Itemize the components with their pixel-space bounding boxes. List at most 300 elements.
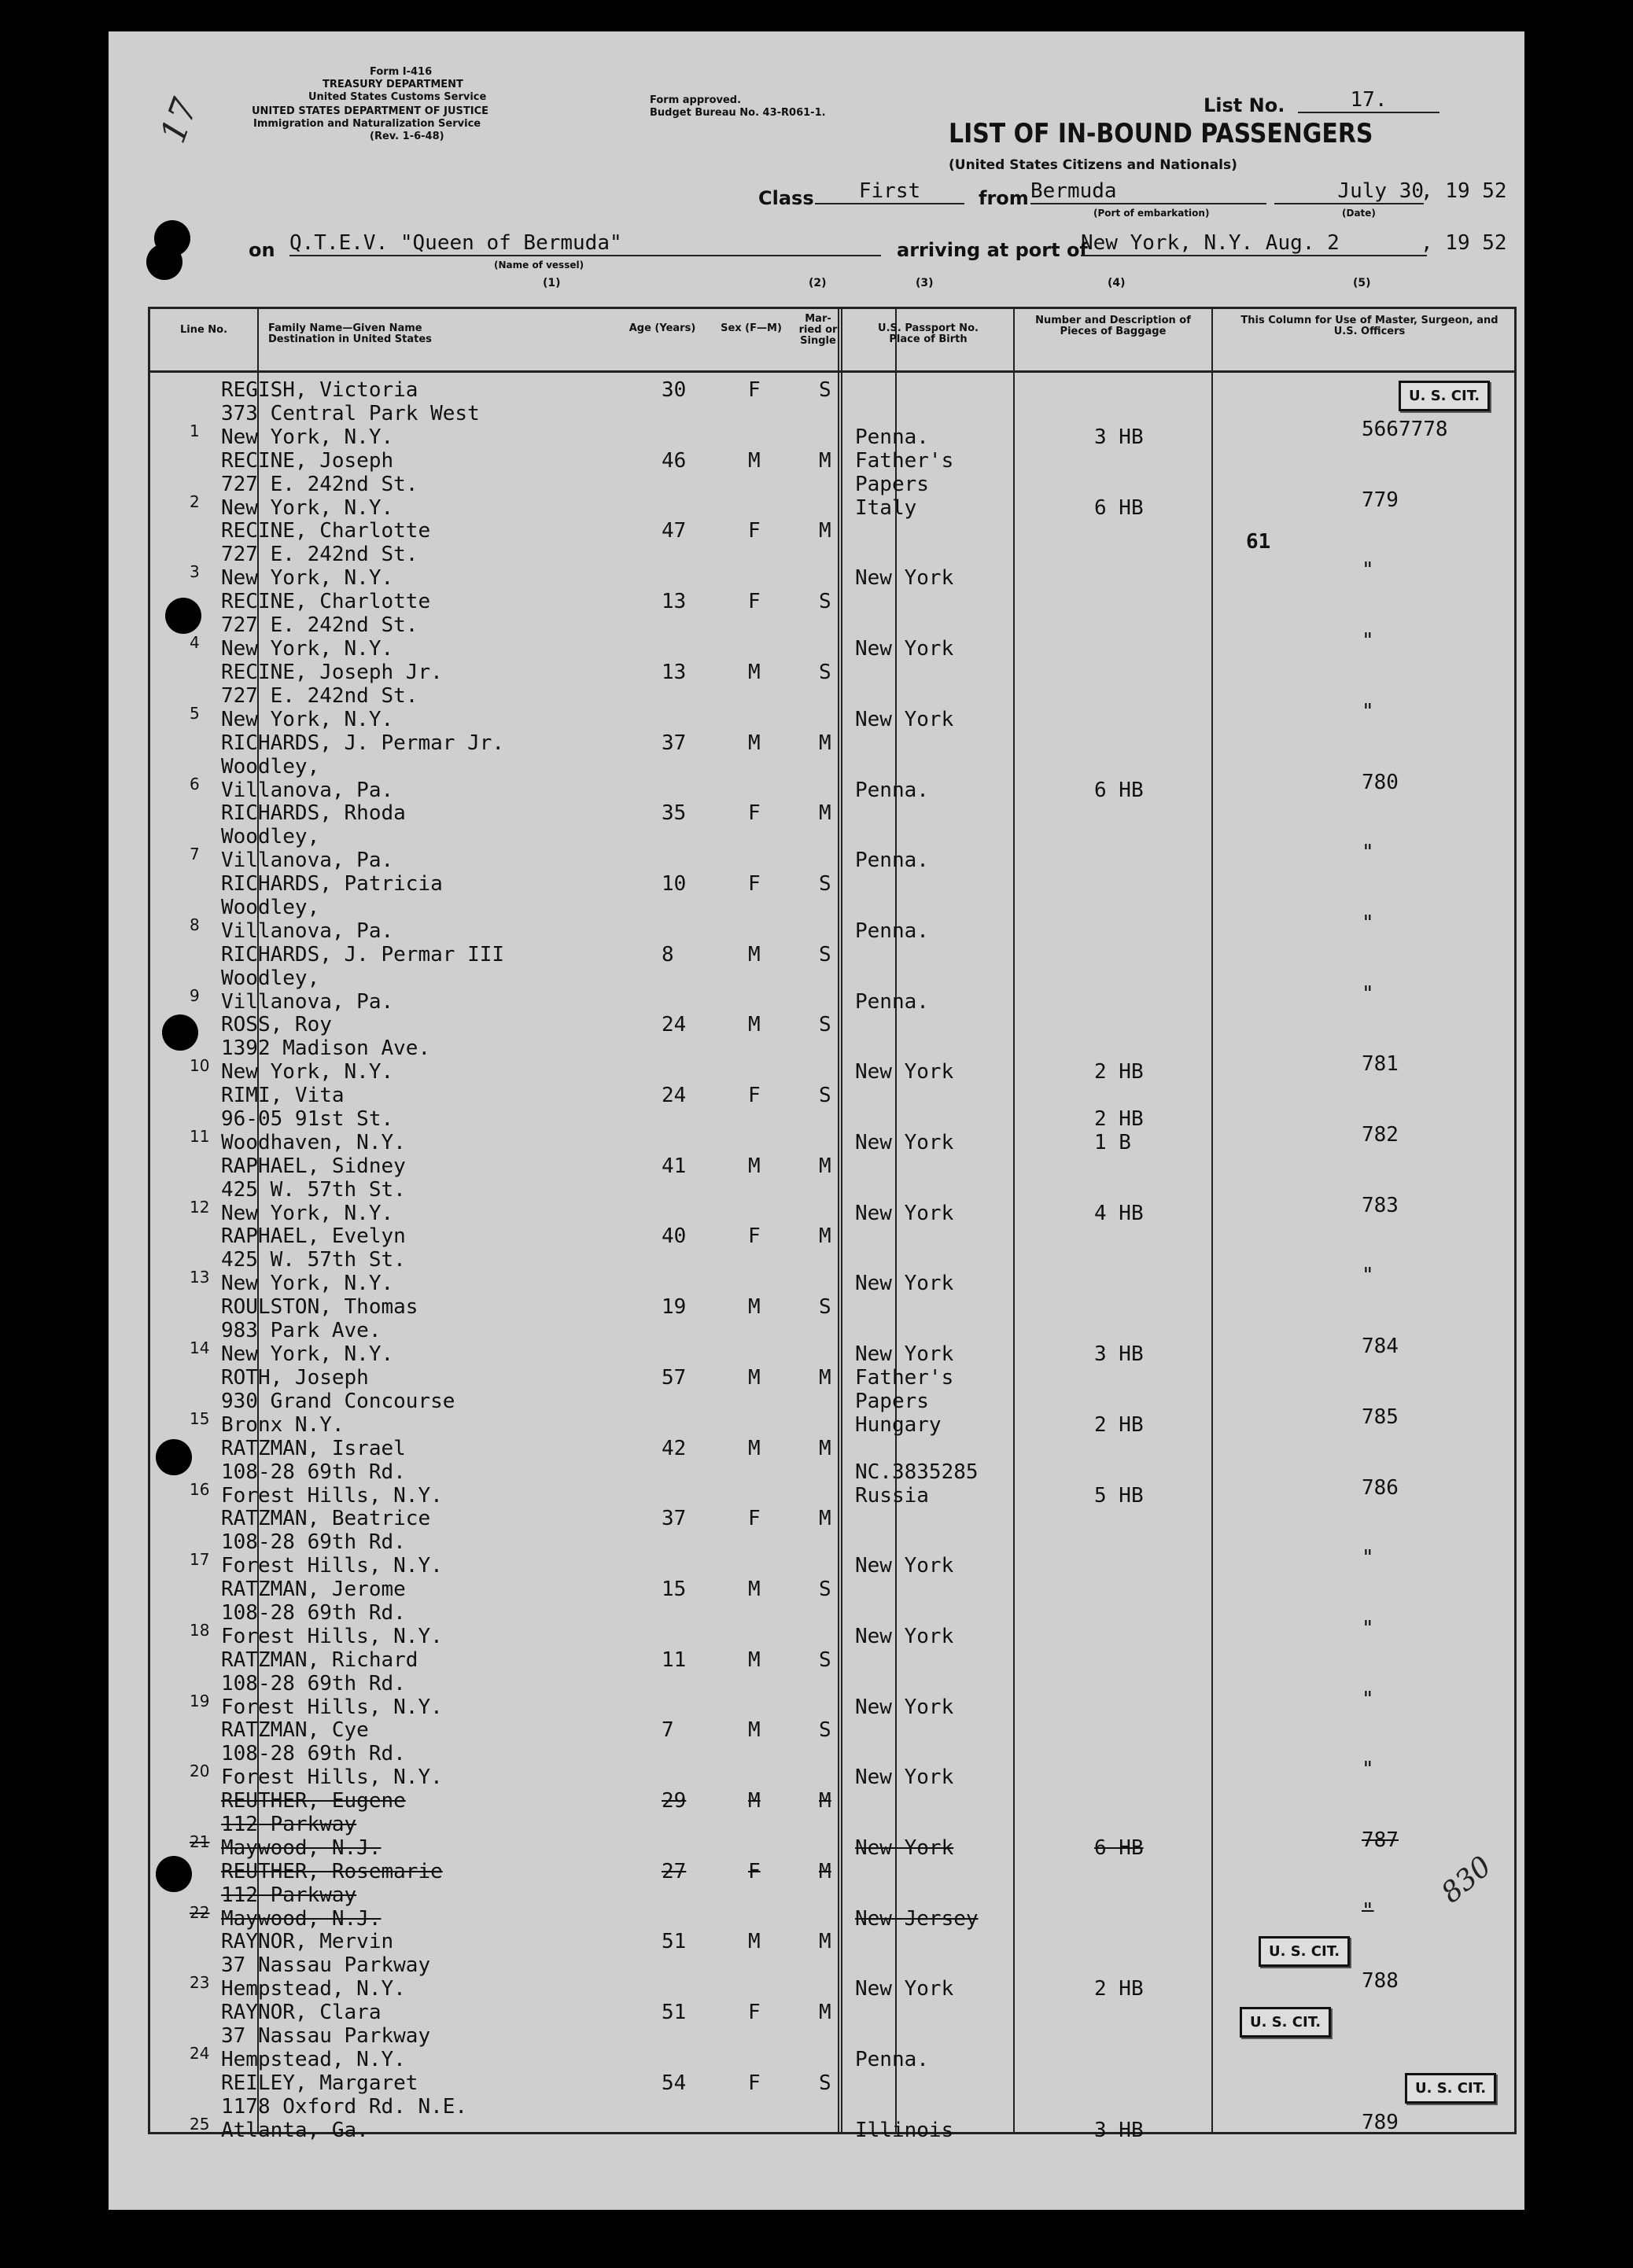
place-of-birth: Penna. xyxy=(855,989,929,1014)
passenger-address-2: Forest Hills, N.Y. xyxy=(221,1483,443,1508)
passenger-address-1: 108-28 69th Rd. xyxy=(221,1530,406,1555)
passenger-age: 7 xyxy=(662,1718,674,1743)
officer-number: 783 xyxy=(1362,1193,1399,1217)
passenger-name: ROTH, Joseph xyxy=(221,1365,369,1390)
passenger-address-1: 108-28 69th Rd. xyxy=(221,1671,406,1695)
place-of-birth: New York xyxy=(855,1836,954,1860)
row-line-no: 14 xyxy=(190,1338,210,1358)
passenger-name: RAPHAEL, Evelyn xyxy=(221,1224,406,1249)
passenger-address-2: Maywood, N.J. xyxy=(221,1906,382,1931)
passenger-sex: M xyxy=(748,1648,761,1672)
passenger-address-1: 373 Central Park West xyxy=(221,402,480,425)
passenger-sex: M xyxy=(748,1365,761,1390)
passenger-marital-status: S xyxy=(819,2071,831,2095)
passenger-address-1: 425 W. 57th St. xyxy=(221,1248,406,1272)
table-row xyxy=(150,2067,1514,2142)
passenger-name: REUTHER, Rosemarie xyxy=(221,1859,443,1883)
row-line-no: 11 xyxy=(190,1127,210,1146)
officer-number: 782 xyxy=(1362,1123,1399,1147)
treasury-dept: TREASURY DEPARTMENT xyxy=(323,79,463,90)
place-of-birth: Penna. xyxy=(855,778,929,802)
place-of-birth: Penna. xyxy=(855,849,929,873)
passenger-age: 51 xyxy=(662,2001,687,2025)
col-header-name: Family Name—Given Name Destination in United States xyxy=(268,322,432,345)
passenger-age: 27 xyxy=(662,1859,687,1883)
on-label: on xyxy=(249,239,275,261)
passenger-name: RICHARDS, Patricia xyxy=(221,871,443,896)
passenger-name: RAYNOR, Mervin xyxy=(221,1930,394,1954)
passenger-marital-status: M xyxy=(819,1365,831,1390)
passenger-marital-status: S xyxy=(819,1013,831,1037)
table-header xyxy=(150,309,1514,373)
officer-number: " xyxy=(1362,629,1374,654)
arrival-year: , 19 52 xyxy=(1421,231,1507,255)
officer-number: " xyxy=(1362,841,1374,865)
passenger-address-2: New York, N.Y. xyxy=(221,707,394,731)
passenger-address-1: Woodley, xyxy=(221,895,320,919)
row-line-no: 19 xyxy=(190,1691,210,1710)
passenger-address-1: 108-28 69th Rd. xyxy=(221,1742,406,1766)
passenger-address-1: 727 E. 242nd St. xyxy=(221,613,418,638)
passenger-address-2: Hempstead, N.Y. xyxy=(221,2048,406,2072)
row-line-no: 5 xyxy=(190,703,200,723)
place-of-birth: New York xyxy=(855,637,954,661)
officer-number: 5667778 xyxy=(1362,418,1448,441)
row-line-no: 18 xyxy=(190,1620,210,1640)
passenger-sex: M xyxy=(748,1577,761,1601)
passenger-name: REGISH, Victoria xyxy=(221,378,418,402)
table-row xyxy=(150,1220,1514,1296)
passenger-table xyxy=(148,307,1517,2142)
passenger-age: 54 xyxy=(662,2071,687,2095)
passenger-address-1: 108-28 69th Rd. xyxy=(221,1600,406,1625)
passenger-name: REUTHER, Eugene xyxy=(221,1789,406,1813)
baggage-line-2: 2 HB xyxy=(1094,1060,1144,1084)
passenger-address-2: New York, N.Y. xyxy=(221,1342,394,1367)
arriving-label: arriving at port of xyxy=(897,239,1088,261)
baggage-line-2: 3 HB xyxy=(1094,2118,1144,2142)
officer-number: " xyxy=(1362,1898,1374,1923)
place-of-birth: New York xyxy=(855,1977,954,2001)
place-of-birth: New York xyxy=(855,1554,954,1578)
place-of-birth: New York xyxy=(855,1624,954,1648)
row-line-no: 1 xyxy=(190,422,200,440)
passenger-marital-status: M xyxy=(819,519,831,543)
table-row xyxy=(150,656,1514,731)
officer-number: " xyxy=(1362,1687,1374,1711)
passenger-marital-status: S xyxy=(819,590,831,614)
row-line-no: 17 xyxy=(190,1550,210,1570)
row-line-no: 2 xyxy=(190,492,200,511)
dept-justice: UNITED STATES DEPARTMENT OF JUSTICE xyxy=(252,105,489,117)
passenger-address-2: Villanova, Pa. xyxy=(221,919,394,943)
table-row xyxy=(150,1290,1514,1367)
passenger-sex: F xyxy=(748,1507,761,1531)
table-row xyxy=(150,1644,1514,1719)
passenger-marital-status: S xyxy=(819,1084,831,1107)
passenger-marital-status: M xyxy=(819,1507,831,1531)
row-line-no: 16 xyxy=(190,1479,210,1499)
vessel-caption: (Name of vessel) xyxy=(494,260,584,271)
place-of-birth: Penna. xyxy=(855,2048,929,2072)
col-header-baggage: Number and Description of Pieces of Baggage xyxy=(1035,315,1191,337)
binder-hole xyxy=(146,244,182,280)
passenger-address-2: Maywood, N.J. xyxy=(221,1836,382,1860)
from-value: Bermuda xyxy=(1030,179,1266,204)
officer-number: 785 xyxy=(1362,1405,1399,1429)
table-row xyxy=(150,1502,1514,1578)
passenger-marital-status: S xyxy=(819,660,831,684)
table-row xyxy=(150,1079,1514,1154)
table-row xyxy=(150,514,1514,591)
row-line-no: 20 xyxy=(190,1762,210,1781)
passenger-age: 35 xyxy=(662,801,687,826)
officer-number: " xyxy=(1362,558,1374,583)
baggage-line-2: 3 HB xyxy=(1094,1342,1144,1367)
officer-number: " xyxy=(1362,981,1374,1006)
passenger-age: 19 xyxy=(662,1295,687,1320)
officer-number: " xyxy=(1362,1616,1374,1640)
col-header-line: Line No. xyxy=(179,324,228,336)
col-num-3: (3) xyxy=(916,277,934,289)
place-of-birth: Penna. xyxy=(855,425,929,449)
passenger-name: ROULSTON, Thomas xyxy=(221,1295,418,1320)
table-row xyxy=(150,938,1514,1014)
passenger-sex: M xyxy=(748,1436,761,1460)
officer-number: 788 xyxy=(1362,1969,1399,1994)
passenger-address-1: 930 Grand Concourse xyxy=(221,1389,455,1413)
officer-number: " xyxy=(1362,911,1374,935)
passenger-sex: M xyxy=(748,1718,761,1743)
vessel-name: Q.T.E.V. "Queen of Bermuda" xyxy=(289,231,881,256)
passenger-address-2: Atlanta, Ga. xyxy=(221,2118,369,2142)
passenger-marital-status: S xyxy=(819,1577,831,1601)
passenger-marital-status: M xyxy=(819,1859,831,1883)
table-row xyxy=(150,444,1514,520)
passenger-marital-status: M xyxy=(819,1436,831,1460)
table-row xyxy=(150,867,1514,943)
passenger-address-2: Villanova, Pa. xyxy=(221,989,394,1014)
place-of-birth: Russia xyxy=(855,1483,929,1508)
passenger-sex: M xyxy=(748,448,761,473)
passenger-age: 42 xyxy=(662,1436,687,1460)
class-value: First xyxy=(815,179,964,204)
passenger-marital-status: M xyxy=(819,731,831,755)
depart-date: July 30 xyxy=(1274,179,1424,204)
passenger-address-1: 96-05 91st St. xyxy=(221,1107,394,1131)
passenger-address-2: Forest Hills, N.Y. xyxy=(221,1624,443,1648)
row-line-no: 23 xyxy=(190,1973,210,1993)
port-embarkation-caption: (Port of embarkation) xyxy=(1093,208,1210,219)
passenger-name: REILEY, Margaret xyxy=(221,2071,418,2095)
passenger-address-2: Hempstead, N.Y. xyxy=(221,1977,406,2001)
passenger-age: 40 xyxy=(662,1224,687,1249)
passenger-address-1: 727 E. 242nd St. xyxy=(221,543,418,567)
depart-year: , 19 52 xyxy=(1421,179,1507,203)
passenger-age: 24 xyxy=(662,1013,687,1037)
date-caption: (Date) xyxy=(1342,208,1376,219)
row-line-no: 8 xyxy=(190,915,200,934)
table-row xyxy=(150,1361,1514,1437)
passenger-address-2: New York, N.Y. xyxy=(221,637,394,661)
passenger-name: RICHARDS, Rhoda xyxy=(221,801,406,826)
passenger-address-1: 727 E. 242nd St. xyxy=(221,472,418,496)
passenger-age: 46 xyxy=(662,448,687,473)
passenger-address-2: Woodhaven, N.Y. xyxy=(221,1131,406,1154)
passenger-name: RATZMAN, Israel xyxy=(221,1436,406,1460)
passenger-name: RAYNOR, Clara xyxy=(221,2001,382,2025)
place-of-birth: New Jersey xyxy=(855,1906,979,1931)
place-of-birth: New York xyxy=(855,1695,954,1719)
passenger-age: 37 xyxy=(662,1507,687,1531)
table-row xyxy=(150,1150,1514,1225)
table-row xyxy=(150,1855,1514,1931)
officer-number: " xyxy=(1362,699,1374,723)
class-label: Class xyxy=(758,187,814,209)
revision: (Rev. 1-6-48) xyxy=(370,131,444,142)
table-row xyxy=(150,374,1514,449)
row-line-no: 7 xyxy=(190,845,200,864)
passenger-address-2: Villanova, Pa. xyxy=(221,778,394,802)
passenger-address-1: 1392 Madison Ave. xyxy=(221,1036,431,1061)
us-citizen-stamp: U. S. CIT. xyxy=(1259,1936,1350,1967)
passenger-address-2: New York, N.Y. xyxy=(221,1201,394,1225)
passenger-sex: M xyxy=(748,1930,761,1954)
passenger-address-1: Woodley, xyxy=(221,825,320,849)
passenger-age: 13 xyxy=(662,590,687,614)
passenger-marital-status: S xyxy=(819,1648,831,1672)
place-of-birth: New York xyxy=(855,566,954,591)
passenger-address-2: New York, N.Y. xyxy=(221,1272,394,1296)
passenger-address-2: Bronx N.Y. xyxy=(221,1412,345,1437)
list-no-label: List No. xyxy=(1204,94,1285,116)
passenger-address-1: 108-28 69th Rd. xyxy=(221,1460,406,1484)
passenger-sex: F xyxy=(748,801,761,826)
passenger-sex: F xyxy=(748,1084,761,1107)
page-subtitle: (United States Citizens and Nationals) xyxy=(949,157,1237,173)
passenger-name: RAPHAEL, Sidney xyxy=(221,1154,406,1178)
passenger-sex: F xyxy=(748,2001,761,2025)
passenger-age: 57 xyxy=(662,1365,687,1390)
passenger-marital-status: S xyxy=(819,1718,831,1743)
baggage-line-2: 1 B xyxy=(1094,1131,1131,1154)
passenger-marital-status: M xyxy=(819,1789,831,1813)
passenger-age: 13 xyxy=(662,660,687,684)
passenger-name: RECINE, Charlotte xyxy=(221,519,431,543)
passenger-sex: F xyxy=(748,378,761,402)
table-row xyxy=(150,1784,1514,1860)
baggage-line-2: 6 HB xyxy=(1094,1836,1144,1860)
passenger-age: 10 xyxy=(662,871,687,896)
from-label: from xyxy=(979,187,1029,209)
place-of-birth: Hungary xyxy=(855,1412,942,1437)
us-citizen-stamp: U. S. CIT. xyxy=(1399,381,1490,411)
margin-handwritten-number: 17 xyxy=(153,93,206,149)
table-row xyxy=(150,797,1514,873)
place-of-birth: Penna. xyxy=(855,919,929,943)
row-line-no: 25 xyxy=(190,2114,210,2134)
table-row xyxy=(150,1008,1514,1084)
passenger-marital-status: M xyxy=(819,448,831,473)
row-line-no: 22 xyxy=(190,1902,210,1922)
passenger-name: RECINE, Joseph xyxy=(221,448,394,473)
passenger-sex: F xyxy=(748,2071,761,2095)
handwritten-830: 830 xyxy=(1435,1850,1498,1910)
passenger-address-2: New York, N.Y. xyxy=(221,566,394,591)
officer-number: 779 xyxy=(1362,488,1399,512)
passport-line-2: Papers xyxy=(855,1389,929,1413)
row-line-no: 3 xyxy=(190,562,200,582)
passenger-address-1: 1178 Oxford Rd. N.E. xyxy=(221,2094,468,2119)
passenger-address-2: New York, N.Y. xyxy=(221,1060,394,1084)
us-citizen-stamp: U. S. CIT. xyxy=(1240,2007,1331,2038)
passenger-sex: M xyxy=(748,1013,761,1037)
ins-service: Immigration and Naturalization Service xyxy=(253,118,481,130)
place-of-birth: New York xyxy=(855,1201,954,1225)
passenger-name: RATZMAN, Jerome xyxy=(221,1577,406,1601)
us-citizen-stamp: U. S. CIT. xyxy=(1405,2073,1496,2104)
passenger-marital-status: S xyxy=(819,942,831,966)
passenger-sex: M xyxy=(748,1789,761,1813)
col-num-4: (4) xyxy=(1108,277,1126,289)
passenger-address-1: 983 Park Ave. xyxy=(221,1319,382,1343)
passport-line-1: Father's xyxy=(855,448,954,473)
row-line-no: 9 xyxy=(190,985,200,1005)
passenger-marital-status: M xyxy=(819,1930,831,1954)
table-row xyxy=(150,727,1514,802)
passenger-address-1: Woodley, xyxy=(221,754,320,779)
passport-line-1: Father's xyxy=(855,1365,954,1390)
passenger-name: RICHARDS, J. Permar III xyxy=(221,942,505,966)
place-of-birth: New York xyxy=(855,1342,954,1367)
passport-line-2: Papers xyxy=(855,472,929,496)
passenger-age: 41 xyxy=(662,1154,687,1178)
passport-line-2: NC.3835285 xyxy=(855,1460,979,1484)
passenger-marital-status: S xyxy=(819,871,831,896)
baggage-line-2: 2 HB xyxy=(1094,1977,1144,2001)
passenger-marital-status: M xyxy=(819,2001,831,2025)
passenger-address-2: Forest Hills, N.Y. xyxy=(221,1695,443,1719)
passenger-marital-status: M xyxy=(819,1154,831,1178)
passenger-sex: F xyxy=(748,519,761,543)
row-line-no: 21 xyxy=(190,1832,210,1851)
place-of-birth: New York xyxy=(855,1060,954,1084)
passenger-name: RATZMAN, Beatrice xyxy=(221,1507,431,1531)
page-title: LIST OF IN-BOUND PASSENGERS xyxy=(949,118,1373,149)
passenger-age: 29 xyxy=(662,1789,687,1813)
passenger-address-2: New York, N.Y. xyxy=(221,425,394,449)
passenger-address-2: Villanova, Pa. xyxy=(221,849,394,873)
table-row xyxy=(150,1573,1514,1648)
passenger-age: 51 xyxy=(662,1930,687,1954)
place-of-birth: New York xyxy=(855,1765,954,1790)
form-number: Form I-416 xyxy=(370,66,433,78)
arrival-port: New York, N.Y. Aug. 2 xyxy=(1081,231,1427,256)
passenger-age: 8 xyxy=(662,942,674,966)
passenger-address-1: Woodley, xyxy=(221,966,320,990)
customs-service: United States Customs Service xyxy=(308,91,487,103)
passenger-sex: F xyxy=(748,590,761,614)
passenger-name: RECINE, Joseph Jr. xyxy=(221,660,443,684)
passenger-age: 24 xyxy=(662,1084,687,1107)
col-header-officers: This Column for Use of Master, Surgeon, and U.S. Officers xyxy=(1240,315,1498,337)
passenger-name: RATZMAN, Richard xyxy=(221,1648,418,1672)
place-of-birth: Illinois xyxy=(855,2118,954,2142)
col-num-5: (5) xyxy=(1353,277,1371,289)
passenger-age: 15 xyxy=(662,1577,687,1601)
passenger-sex: F xyxy=(748,1859,761,1883)
baggage-line-1: 2 HB xyxy=(1094,1107,1144,1131)
row-line-no: 12 xyxy=(190,1197,210,1217)
passenger-sex: M xyxy=(748,1295,761,1320)
passenger-marital-status: M xyxy=(819,801,831,826)
officer-number: 780 xyxy=(1362,770,1399,794)
passenger-name: RIMI, Vita xyxy=(221,1084,345,1107)
passenger-marital-status: M xyxy=(819,1224,831,1249)
passenger-sex: F xyxy=(748,871,761,896)
col-header-sex: Sex (F—M) xyxy=(721,322,782,334)
officer-number: 784 xyxy=(1362,1335,1399,1359)
officer-number: " xyxy=(1362,1758,1374,1782)
row-line-no: 10 xyxy=(190,1056,210,1076)
passenger-name: RATZMAN, Cye xyxy=(221,1718,369,1743)
baggage-line-2: 6 HB xyxy=(1094,778,1144,802)
col-num-1: (1) xyxy=(543,277,561,289)
passenger-address-1: 37 Nassau Parkway xyxy=(221,2024,431,2049)
col-header-passport: U.S. Passport No. Place of Birth xyxy=(878,322,979,345)
table-row xyxy=(150,1714,1514,1790)
passenger-sex: F xyxy=(748,1224,761,1249)
passenger-address-1: 425 W. 57th St. xyxy=(221,1177,406,1202)
form-approved: Form approved. xyxy=(650,94,742,106)
col-num-2: (2) xyxy=(809,277,827,289)
row-line-no: 6 xyxy=(190,774,200,793)
passenger-sex: M xyxy=(748,942,761,966)
row-line-no: 15 xyxy=(190,1408,210,1428)
row-line-no: 13 xyxy=(190,1268,210,1287)
passenger-sex: M xyxy=(748,660,761,684)
row3-annotation: 61 xyxy=(1246,530,1271,554)
officer-number: 789 xyxy=(1362,2110,1399,2134)
passenger-age: 11 xyxy=(662,1648,687,1672)
passenger-address-1: 37 Nassau Parkway xyxy=(221,1953,431,1978)
officer-number: " xyxy=(1362,1546,1374,1570)
baggage-line-2: 4 HB xyxy=(1094,1201,1144,1225)
officer-number: 787 xyxy=(1362,1828,1399,1852)
passenger-age: 47 xyxy=(662,519,687,543)
list-no-value: 17. xyxy=(1298,88,1439,113)
passenger-sex: M xyxy=(748,1154,761,1178)
passenger-address-2: New York, N.Y. xyxy=(221,495,394,520)
baggage-line-2: 3 HB xyxy=(1094,425,1144,449)
passenger-address-1: 112 Parkway xyxy=(221,1883,357,1907)
passenger-name: RICHARDS, J. Permar Jr. xyxy=(221,731,505,755)
passenger-address-2: Forest Hills, N.Y. xyxy=(221,1554,443,1578)
passenger-age: 30 xyxy=(662,378,687,402)
passenger-name: RECINE, Charlotte xyxy=(221,590,431,614)
passenger-sex: M xyxy=(748,731,761,755)
passenger-address-1: 727 E. 242nd St. xyxy=(221,683,418,708)
col-header-age: Age (Years) xyxy=(629,322,696,334)
passenger-marital-status: S xyxy=(819,1295,831,1320)
officer-number: " xyxy=(1362,1264,1374,1288)
baggage-line-2: 2 HB xyxy=(1094,1412,1144,1437)
row-line-no: 4 xyxy=(190,633,200,653)
place-of-birth: New York xyxy=(855,1272,954,1296)
passenger-address-2: Forest Hills, N.Y. xyxy=(221,1765,443,1790)
row-line-no: 24 xyxy=(190,2044,210,2064)
baggage-line-2: 5 HB xyxy=(1094,1483,1144,1508)
